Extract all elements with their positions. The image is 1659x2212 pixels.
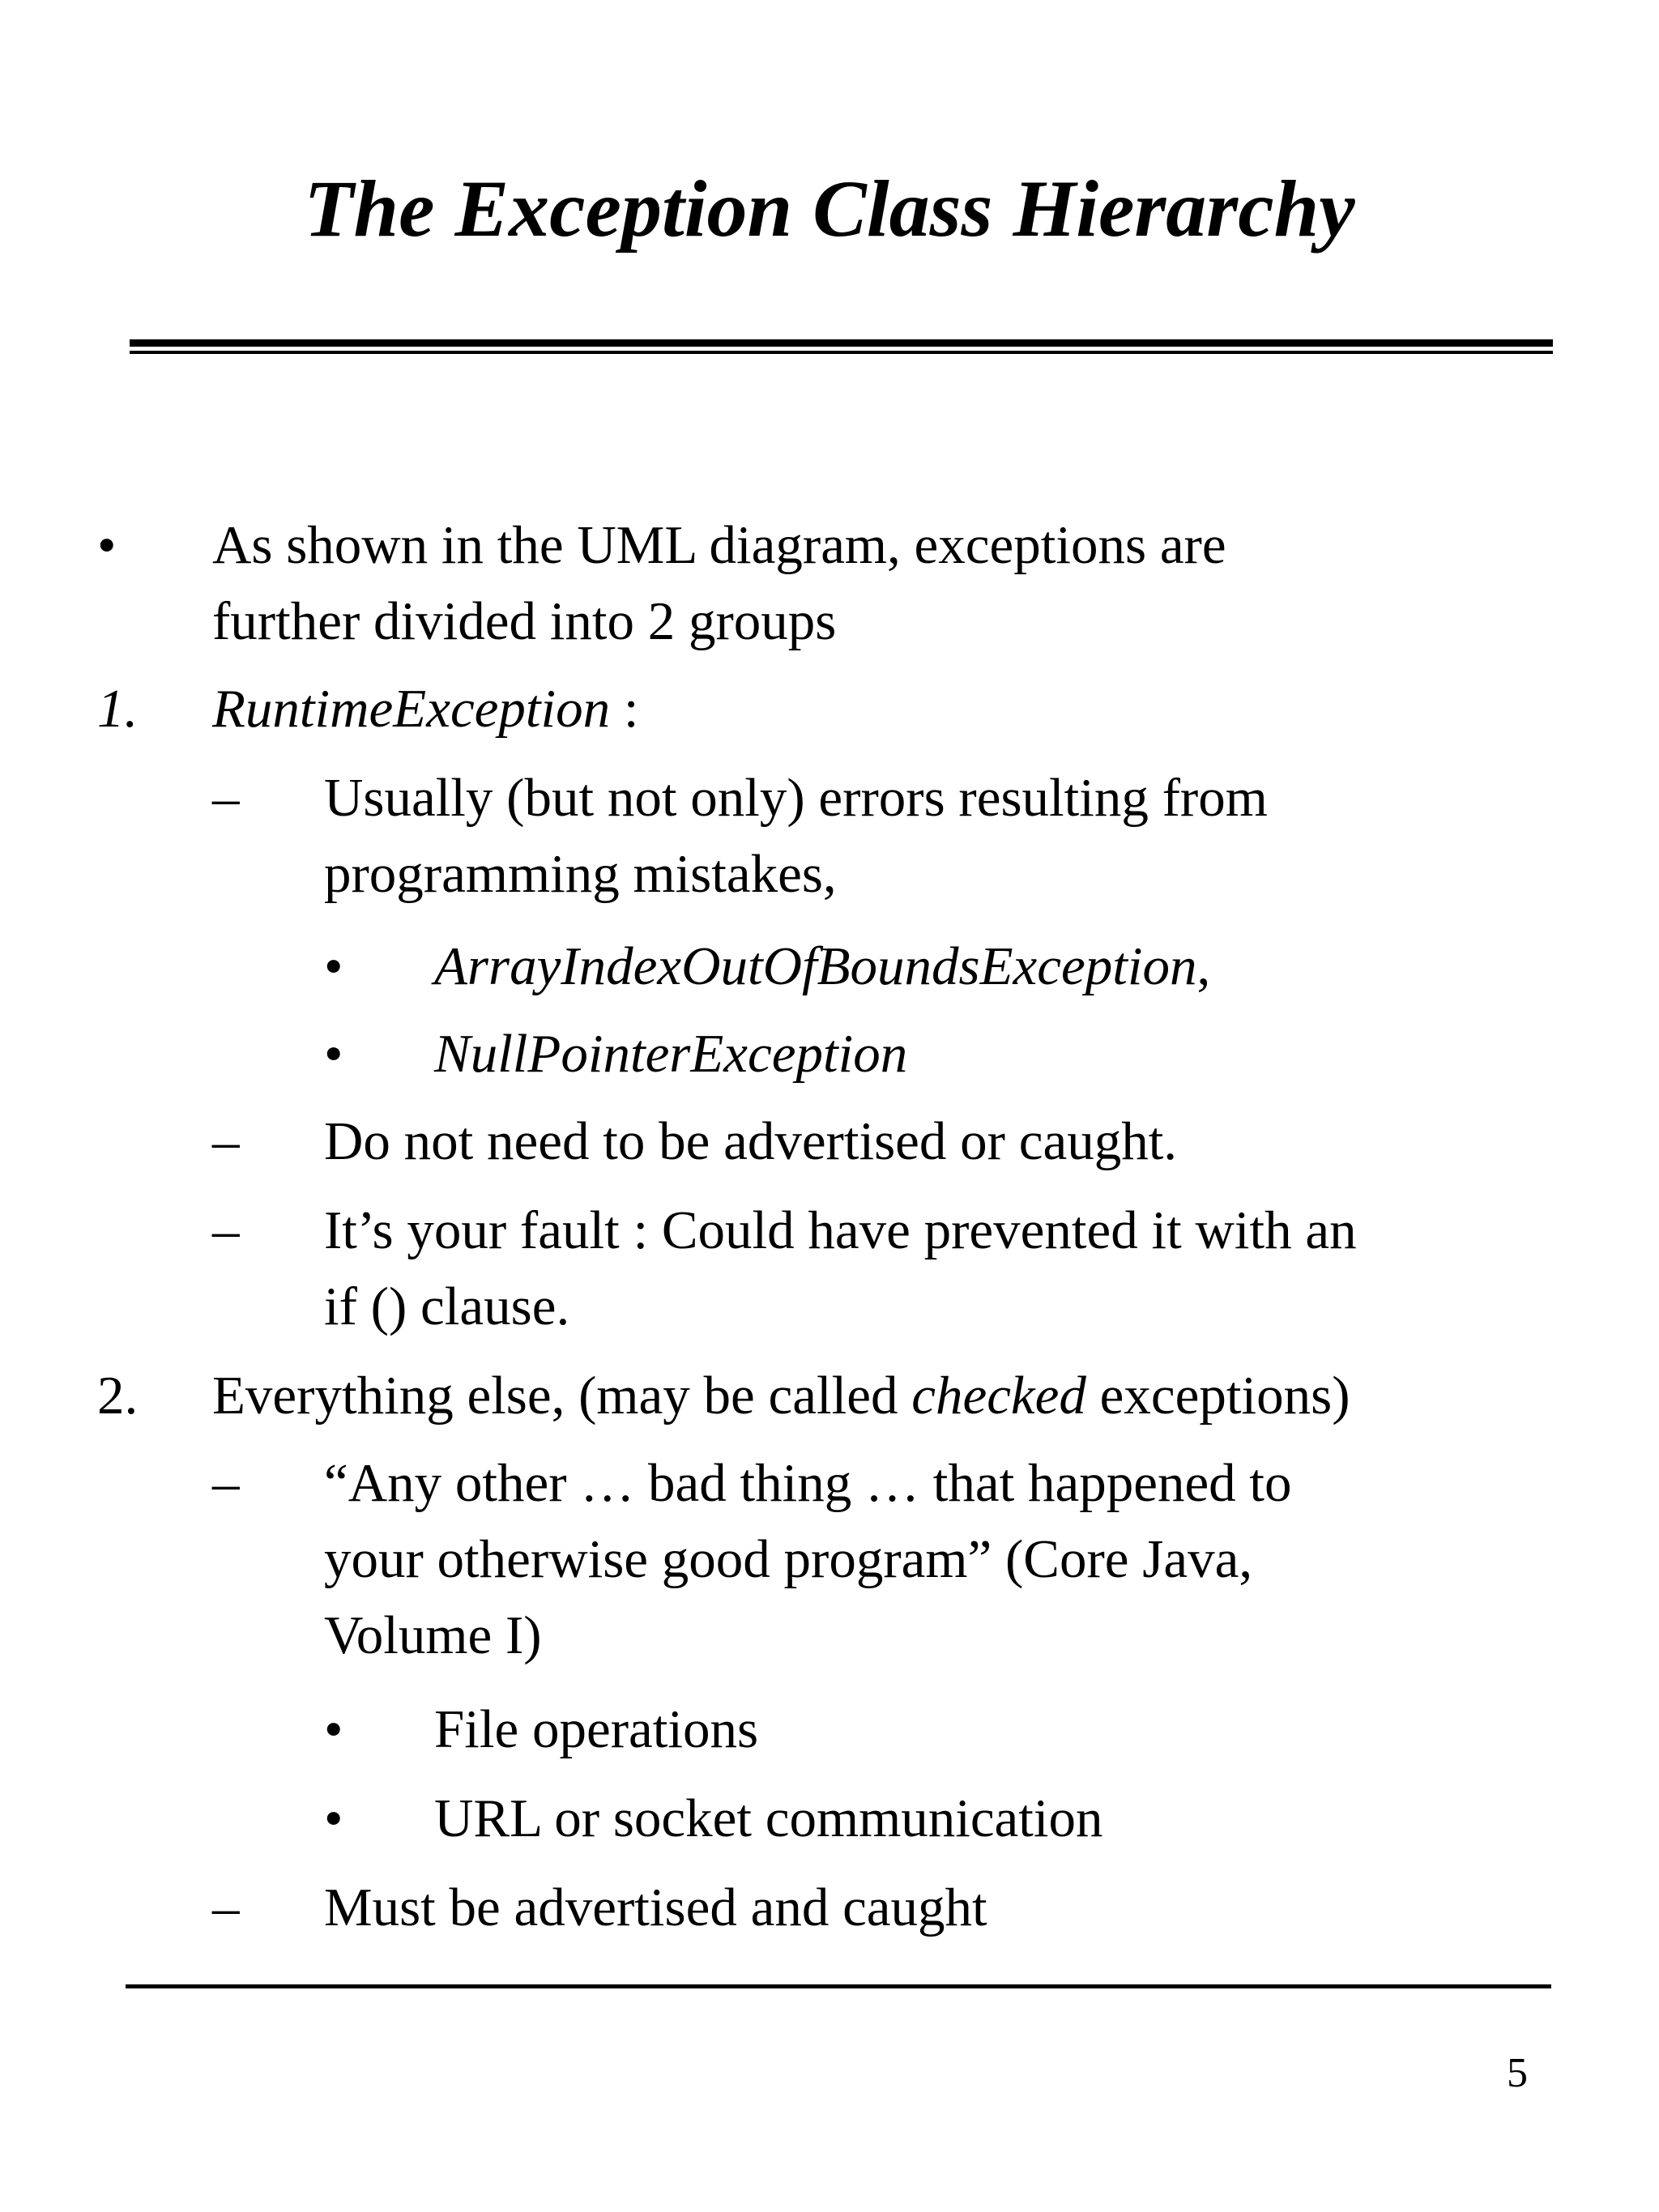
group1-number: 1.	[97, 679, 139, 739]
intro-bullet-marker: •	[97, 515, 117, 575]
group1-example1-marker: •	[324, 936, 343, 996]
page-number: 5	[1507, 2050, 1528, 2096]
group2-example2-text: URL or socket communication	[434, 1788, 1103, 1848]
group1-dash3-marker: –	[212, 1200, 240, 1260]
group1-dash1-line-2: programming mistakes,	[324, 844, 837, 904]
group1-name: RuntimeException	[212, 679, 611, 739]
group2-dash1-marker: –	[212, 1453, 240, 1513]
group1-example1-suffix: ,	[1196, 936, 1211, 996]
group2-heading	[212, 1359, 1350, 1432]
intro-line-1: As shown in the UML diagram, exceptions are	[212, 515, 1226, 575]
group1-example2-marker: •	[324, 1024, 343, 1084]
group2-dash1-line-1: “Any other … bad thing … that happened to	[324, 1453, 1292, 1513]
slide-title: The Exception Class Hierarchy	[304, 164, 1355, 254]
group1-example1-name: ArrayIndexOutOfBoundsException	[434, 936, 1197, 996]
group1-dash3-line-2: if () clause.	[324, 1276, 570, 1336]
group2-dash2-text: Must be advertised and caught	[324, 1877, 987, 1937]
group2-example2-marker: •	[324, 1788, 343, 1848]
group1-heading	[212, 672, 639, 745]
group1-example1	[434, 930, 1210, 1003]
group2-dash2-marker: –	[212, 1877, 240, 1937]
group1-example2-name: NullPointerException	[434, 1024, 908, 1084]
group2-example1-text: File operations	[434, 1699, 759, 1759]
group1-dash2-text: Do not need to be advertised or caught.	[324, 1111, 1178, 1171]
group2-emphasis: checked	[911, 1366, 1086, 1426]
group1-suffix: :	[610, 679, 639, 739]
group1-dash3-line-1: It’s your fault : Could have prevented it with an	[324, 1200, 1357, 1260]
group2-number: 2.	[97, 1366, 139, 1426]
intro-line-2: further divided into 2 groups	[212, 591, 837, 651]
group1-dash1-line-1: Usually (but not only) errors resulting from	[324, 768, 1268, 828]
group2-example1-marker: •	[324, 1699, 343, 1759]
group2-dash1-line-3: Volume I)	[324, 1605, 542, 1665]
group1-dash1-marker: –	[212, 768, 240, 828]
footer-divider	[126, 1984, 1551, 1988]
group2-suffix: exceptions)	[1085, 1366, 1350, 1426]
group1-dash2-marker: –	[212, 1111, 240, 1171]
group2-prefix: Everything else, (may be called	[212, 1366, 912, 1426]
group2-dash1-line-2: your otherwise good program” (Core Java,	[324, 1529, 1253, 1589]
